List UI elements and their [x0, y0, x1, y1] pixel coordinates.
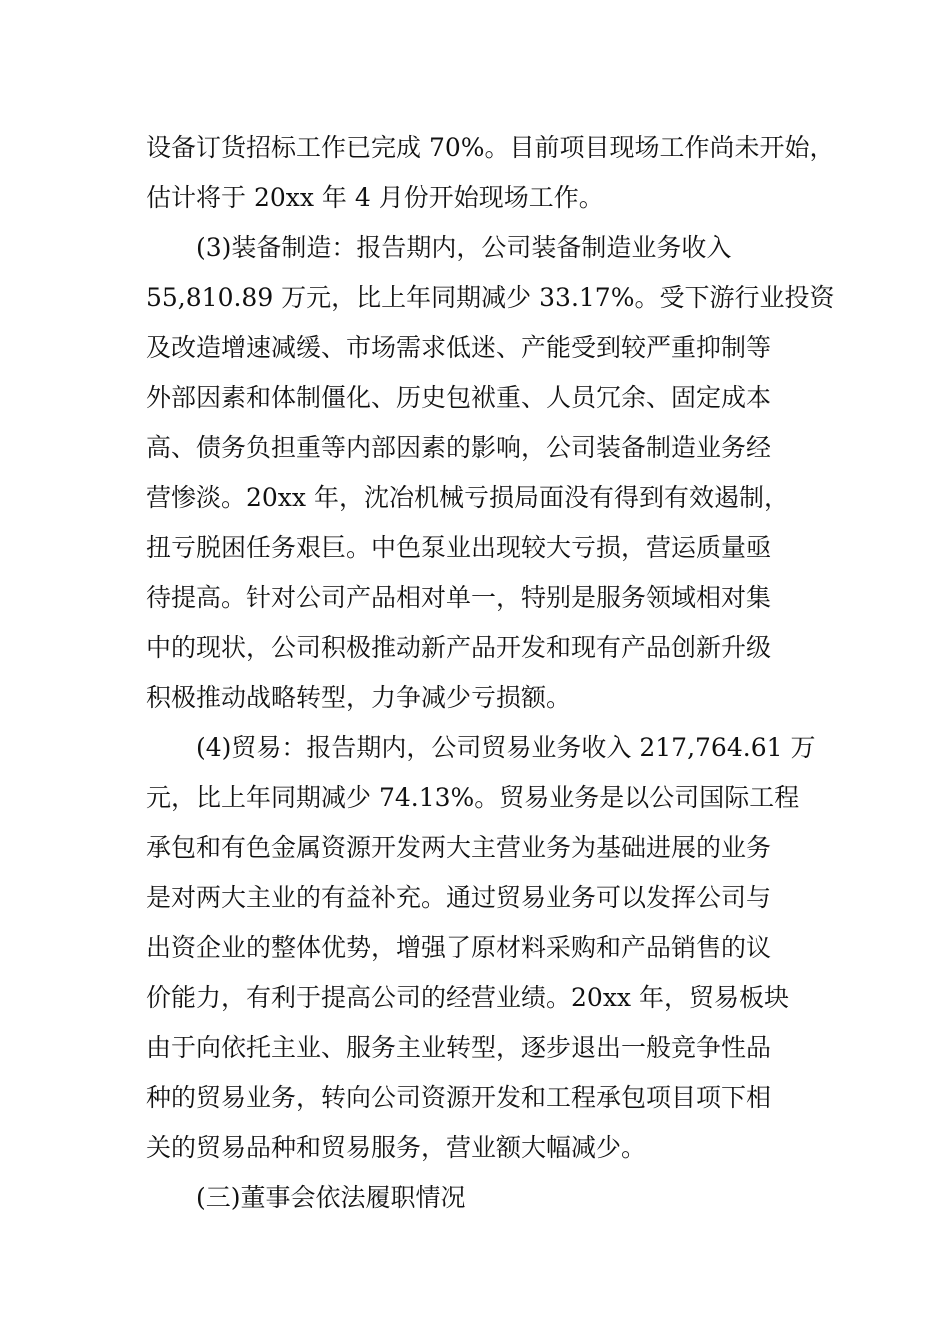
text-line-21: 关的贸易品种和贸易服务，营业额大幅减少。	[146, 1133, 647, 1162]
text-line-8: 营惨淡。20xx 年，沈冶机械亏损局面没有得到有效遏制，	[146, 483, 789, 512]
section-heading: (三)董事会依法履职情况	[196, 1183, 466, 1212]
text-line-11: 中的现状，公司积极推动新产品开发和现有产品创新升级	[146, 633, 772, 662]
text-line-10: 待提高。针对公司产品相对单一，特别是服务领域相对集	[146, 583, 772, 612]
text-line-14: 元，比上年同期减少 74.13%。贸易业务是以公司国际工程	[146, 783, 800, 812]
text-line-20: 种的贸易业务，转向公司资源开发和工程承包项目项下相	[146, 1083, 772, 1112]
text-line-12: 积极推动战略转型，力争减少亏损额。	[146, 683, 572, 712]
text-line-15: 承包和有色金属资源开发两大主营业务为基础进展的业务	[146, 833, 772, 862]
text-line-17: 出资企业的整体优势，增强了原材料采购和产品销售的议	[146, 933, 772, 962]
text-line-9: 扭亏脱困任务艰巨。中色泵业出现较大亏损，营运质量亟	[146, 533, 772, 562]
paragraph-3-start: (3)装备制造：报告期内，公司装备制造业务收入	[196, 233, 732, 262]
text-line-16: 是对两大主业的有益补充。通过贸易业务可以发挥公司与	[146, 883, 772, 912]
text-line-5: 及改造增速减缓、市场需求低迷、产能受到较严重抑制等	[146, 333, 772, 362]
text-line-1: 设备订货招标工作已完成 70%。目前项目现场工作尚未开始，	[146, 133, 835, 162]
text-line-2: 估计将于 20xx 年 4 月份开始现场工作。	[146, 183, 604, 212]
paragraph-4-start: (4)贸易：报告期内，公司贸易业务收入 217,764.61 万	[196, 733, 816, 762]
text-line-19: 由于向依托主业、服务主业转型，逐步退出一般竞争性品	[146, 1033, 772, 1062]
text-line-7: 高、债务负担重等内部因素的影响，公司装备制造业务经	[146, 433, 772, 462]
text-line-6: 外部因素和体制僵化、历史包袱重、人员冗余、固定成本	[146, 383, 772, 412]
text-line-4: 55,810.89 万元，比上年同期减少 33.17%。受下游行业投资	[146, 283, 835, 312]
text-line-18: 价能力，有利于提高公司的经营业绩。20xx 年，贸易板块	[146, 983, 789, 1012]
